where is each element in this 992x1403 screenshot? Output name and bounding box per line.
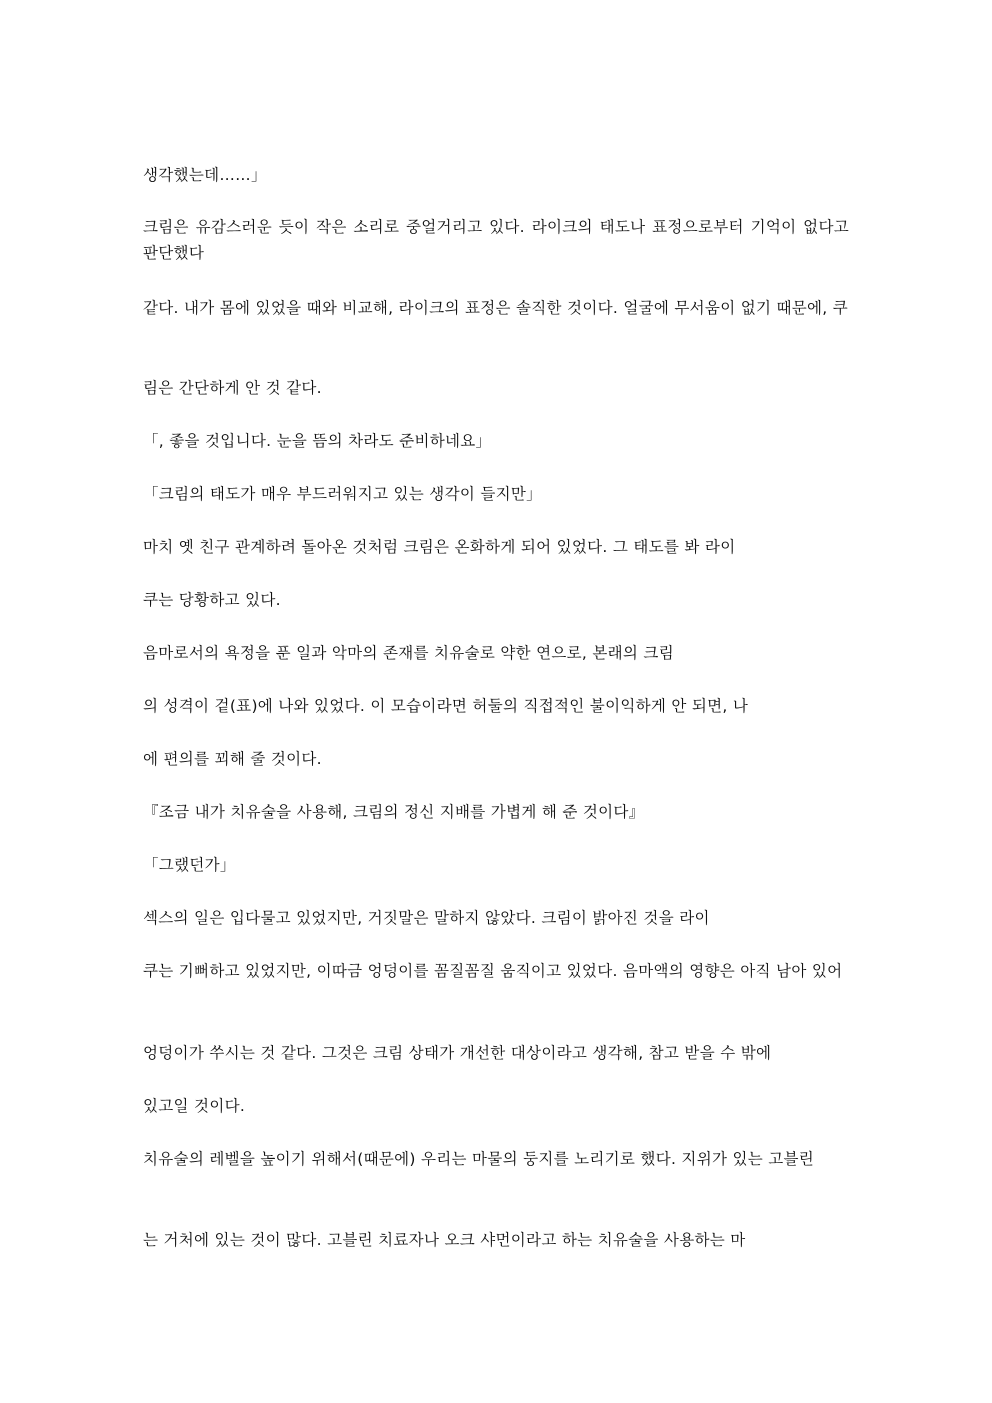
paragraph-11: 에 편의를 꾀해 줄 것이다. xyxy=(143,750,322,768)
paragraph-15: 쿠는 기뻐하고 있었지만, 이따금 엉덩이를 꼼질꼼질 움직이고 있었다. 음마액의 영향은 아직 남아 있어 xyxy=(143,962,843,980)
paragraph-19: 는 거처에 있는 것이 많다. 고블린 치료자나 오크 샤먼이라고 하는 치유술을 사용하는 마 xyxy=(143,1231,746,1249)
paragraph-16: 엉덩이가 쑤시는 것 같다. 그것은 크림 상태가 개선한 대상이라고 생각해, 참고 받을 수 밖에 xyxy=(143,1044,772,1062)
paragraph-6: 「크림의 태도가 매우 부드러워지고 있는 생각이 들지만」 xyxy=(143,485,542,503)
paragraph-17: 있고일 것이다. xyxy=(143,1097,246,1115)
paragraph-3: 같다. 내가 몸에 있었을 때와 비교해, 라이크의 표정은 솔직한 것이다. 얼굴에 무서움이 없기 때문에, 쿠 xyxy=(143,299,849,317)
paragraph-18: 치유술의 레벨을 높이기 위해서(때문에) 우리는 마물의 둥지를 노리기로 했다. 지위가 있는 고블린 xyxy=(143,1150,815,1168)
paragraph-13: 「그랬던가」 xyxy=(143,856,236,874)
paragraph-1: 생각했는데……」 xyxy=(143,166,267,184)
paragraph-9: 음마로서의 욕정을 푼 일과 악마의 존재를 치유술로 약한 연으로, 본래의 크림 xyxy=(143,644,674,662)
paragraph-8: 쿠는 당황하고 있다. xyxy=(143,591,281,609)
paragraph-12: 『조금 내가 치유술을 사용해, 크림의 정신 지배를 가볍게 해 준 것이다』 xyxy=(143,803,645,821)
paragraph-14: 섹스의 일은 입다물고 있었지만, 거짓말은 말하지 않았다. 크림이 밝아진 것을 라이 xyxy=(143,909,710,927)
paragraph-4: 림은 간단하게 안 것 같다. xyxy=(143,379,322,397)
paragraph-7: 마치 옛 친구 관계하려 돌아온 것처럼 크림은 온화하게 되어 있었다. 그 태도를 봐 라이 xyxy=(143,538,736,556)
paragraph-2: 크림은 유감스러운 듯이 작은 소리로 중얼거리고 있다. 라이크의 태도나 표정으로부터 기억이 없다고 판단했다 xyxy=(143,218,849,262)
paragraph-5: 「, 좋을 것입니다. 눈을 뜸의 차라도 준비하네요」 xyxy=(143,432,492,450)
paragraph-10: 의 성격이 겉(표)에 나와 있었다. 이 모습이라면 허둘의 직접적인 불이익하게 안 되면, 나 xyxy=(143,697,749,715)
